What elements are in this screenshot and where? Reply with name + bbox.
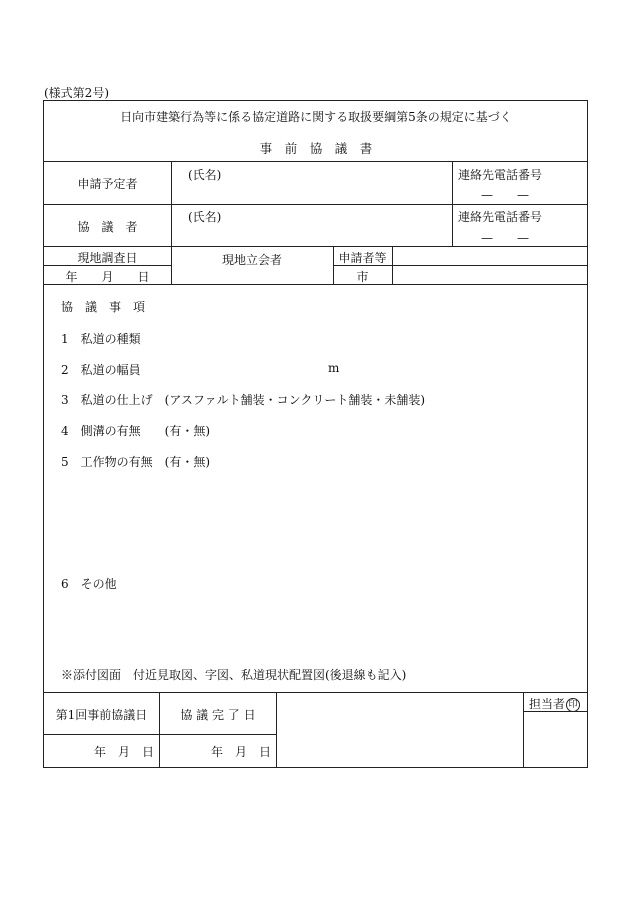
first-meeting-label: 第1回事前協議日 — [55, 708, 148, 722]
applicant-name-label: (氏名) — [188, 168, 222, 182]
divider — [43, 246, 588, 247]
item-gutter: 4 側溝の有無 (有・無) — [61, 424, 210, 438]
form-number: (様式第2号) — [44, 86, 109, 100]
item-road-finish: 3 私道の仕上げ (アスファルト舗装・コンクリート舗装・未舗装) — [61, 393, 426, 407]
divider — [523, 692, 524, 768]
item-road-width: 2 私道の幅員 — [61, 363, 141, 377]
divider — [392, 246, 393, 284]
first-meeting-date: 年 月 日 — [94, 745, 155, 759]
item-structures: 5 工作物の有無 (有・無) — [61, 455, 210, 469]
item-road-width-unit: m — [328, 361, 340, 375]
divider — [43, 161, 588, 162]
consultant-phone-dashes: — — — [481, 231, 530, 245]
applicant-label: 申請予定者 — [77, 177, 138, 191]
items-heading: 協 議 事 項 — [61, 300, 146, 314]
divider — [159, 692, 160, 768]
applicant-etc-label: 申請者等 — [338, 251, 387, 265]
item-road-type: 1 私道の種類 — [61, 332, 141, 346]
completion-label: 協 議 完 了 日 — [180, 708, 256, 722]
applicant-phone-label: 連絡先電話番号 — [458, 168, 543, 182]
applicant-phone-dashes: — — — [481, 188, 530, 202]
divider — [452, 161, 453, 246]
divider — [43, 734, 276, 735]
survey-attendee-label: 現地立会者 — [221, 253, 282, 267]
city-label: 市 — [356, 270, 369, 284]
survey-date-label: 現地調査日 — [77, 251, 138, 265]
consultant-label: 協 議 者 — [77, 220, 138, 234]
staff-label: 担当者 印 — [529, 695, 580, 712]
form-title: 事 前 協 議 書 — [259, 141, 373, 156]
divider — [276, 692, 277, 768]
survey-date-value: 年 月 日 — [65, 270, 150, 284]
completion-date: 年 月 日 — [211, 745, 272, 759]
divider — [43, 204, 588, 205]
attachment-note: ※添付図面 付近見取図、字図、私道現状配置図(後退線も記入) — [61, 668, 407, 682]
consultant-phone-label: 連絡先電話番号 — [458, 210, 543, 224]
consultant-name-label: (氏名) — [188, 210, 222, 224]
item-other: 6 その他 — [61, 577, 117, 591]
seal-icon: 印 — [566, 698, 580, 712]
form-title-line1: 日向市建築行為等に係る協定道路に関する取扱要綱第5条の規定に基づく — [120, 110, 512, 124]
